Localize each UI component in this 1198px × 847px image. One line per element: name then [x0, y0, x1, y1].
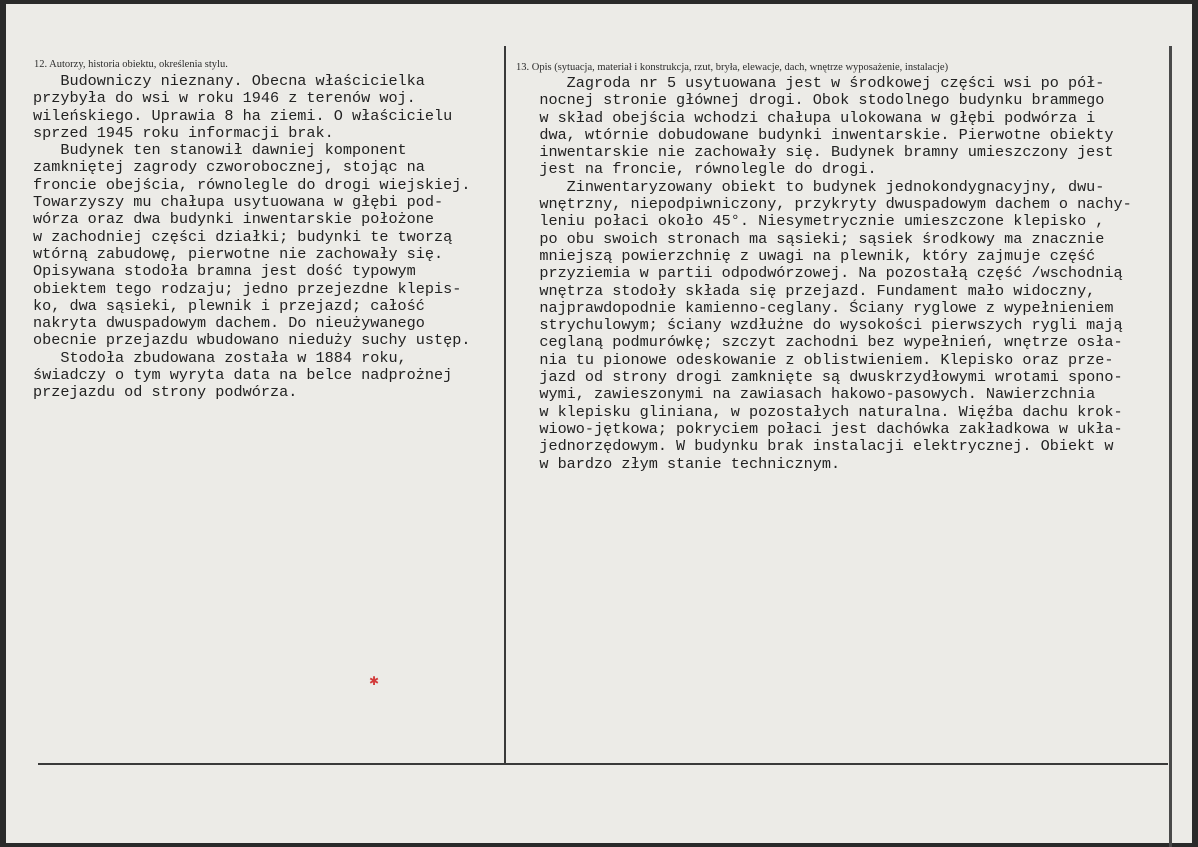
card-edge-rule [1169, 46, 1172, 847]
text-line: Zinwentaryzowany obiekt to budynek jednokondygnacyjny, dwu- [512, 177, 1105, 196]
text-line: Stodoła zbudowana została w 1884 roku, [33, 348, 407, 367]
text-line: w skład obejścia wchodzi chałupa ulokowana w głębi podwórza i [512, 108, 1096, 127]
text-line: wymi, zawieszonymi na zawiasach hakowo-pasowych. Nawierzchnia [512, 385, 1096, 404]
text-line: ceglaną podmurówkę; szczyt zachodni bez wypełnień, wnętrze osła- [512, 333, 1123, 352]
text-line: froncie obejścia, równolegle do drogi wiejskiej. [33, 175, 471, 194]
text-line: Opisywana stodoła bramna jest dość typowym [33, 262, 416, 281]
section-13-body [512, 75, 1167, 473]
text-line: wnętrzny, niepodpiwniczony, przykryty dwuspadowym dachem o nachy- [512, 195, 1132, 214]
text-line: wtórną zabudowę, pierwotne nie zachowały się. [33, 244, 444, 263]
text-line: jazd od strony drogi zamknięte są dwuskrzydłowymi wrotami spono- [512, 368, 1123, 387]
text-line: w bardzo złym stanie technicznym. [512, 454, 841, 473]
text-line: wórza oraz dwa budynki inwentarskie położone [33, 210, 435, 229]
ink-mark: ✱ [369, 674, 380, 688]
text-line: przejazdu od strony podwórza. [33, 383, 298, 402]
text-line: Budowniczy nieznany. Obecna właścicielka [33, 72, 425, 90]
text-line: świadczy o tym wyryta data na belce nadprożnej [33, 366, 453, 385]
text-line: ko, dwa sąsieki, plewnik i przejazd; całość [33, 296, 425, 315]
text-line: Zagroda nr 5 usytuowana jest w środkowej części wsi po pół- [512, 74, 1105, 92]
text-line: jednorzędowym. W budynku brak instalacji elektrycznej. Obiekt w [512, 437, 1114, 456]
text-line: przyziemia w partii odpodwórzowej. Na pozostałą część /wschodnią [512, 264, 1123, 283]
text-line: zamkniętej zagrody czworobocznej, stojąc na [33, 158, 425, 177]
text-line: przybyła do wsi w roku 1946 z terenów woj. [33, 89, 416, 108]
text-line: w zachodniej części działki; budynki te tworzą [33, 227, 453, 246]
text-line: nakryta dwuspadowym dachem. Do nieużywanego [33, 314, 425, 333]
text-line: nocnej stronie głównej drogi. Obok stodolnego budynku brammego [512, 91, 1105, 110]
section-12-body [33, 73, 503, 402]
text-line: najprawdopodnie kamienno-ceglany. Ściany ryglowe z wypełnieniem [512, 298, 1114, 317]
text-line: wileńskiego. Uprawia 8 ha ziemi. O właścicielu [33, 106, 453, 125]
text-line: jest na froncie, równolegle do drogi. [512, 160, 877, 179]
text-line: Towarzyszy mu chałupa usytuowana w głębi pod- [33, 193, 444, 212]
text-line: dwa, wtórnie dobudowane budynki inwentarskie. Pierwotne obiekty [512, 125, 1114, 144]
section-13-heading: 13. Opis (sytuacja, materiał i konstrukcja, rzut, bryła, elewacje, dach, wnętrze wyposażenie, instalacje) [516, 62, 949, 73]
text-line: strychulowym; ściany wzdłużne do wysokości pierwszych rygli mają [512, 316, 1123, 335]
text-line: leniu połaci około 45°. Niesymetrycznie umieszczone klepisko , [512, 212, 1105, 231]
bottom-rule [38, 763, 1168, 765]
section-12-heading: 12. Autorzy, historia obiektu, określenia stylu. [34, 59, 228, 70]
text-line: nia tu pionowe odeskowanie z oblistwieniem. Klepisko oraz prze- [512, 350, 1114, 369]
text-line: wiowo-jętkowa; pokryciem połaci jest dachówka zakładkowa w ukła- [512, 419, 1123, 438]
text-line: obiektem tego rodzaju; jedno przejezdne klepis- [33, 279, 462, 298]
text-line: po obu swoich stronach ma sąsieki; sąsiek środkowy ma znacznie [512, 229, 1105, 248]
text-line: inwentarskie nie zachowały się. Budynek bramny umieszczony jest [512, 143, 1114, 162]
text-line: mniejszą powierzchnię z uwagi na plewnik, który zajmuje część [512, 246, 1096, 265]
text-line: wnętrza stodoły składa się przejazd. Fundament mało widoczny, [512, 281, 1096, 300]
text-line: w klepisku gliniana, w pozostałych naturalna. Więźba dachu krok- [512, 402, 1123, 421]
text-line: sprzed 1945 roku informacji brak. [33, 123, 334, 142]
text-line: obecnie przejazdu wbudowano nieduży suchy ustęp. [33, 331, 471, 350]
column-divider [504, 46, 506, 765]
text-line: Budynek ten stanowił dawniej komponent [33, 141, 407, 160]
